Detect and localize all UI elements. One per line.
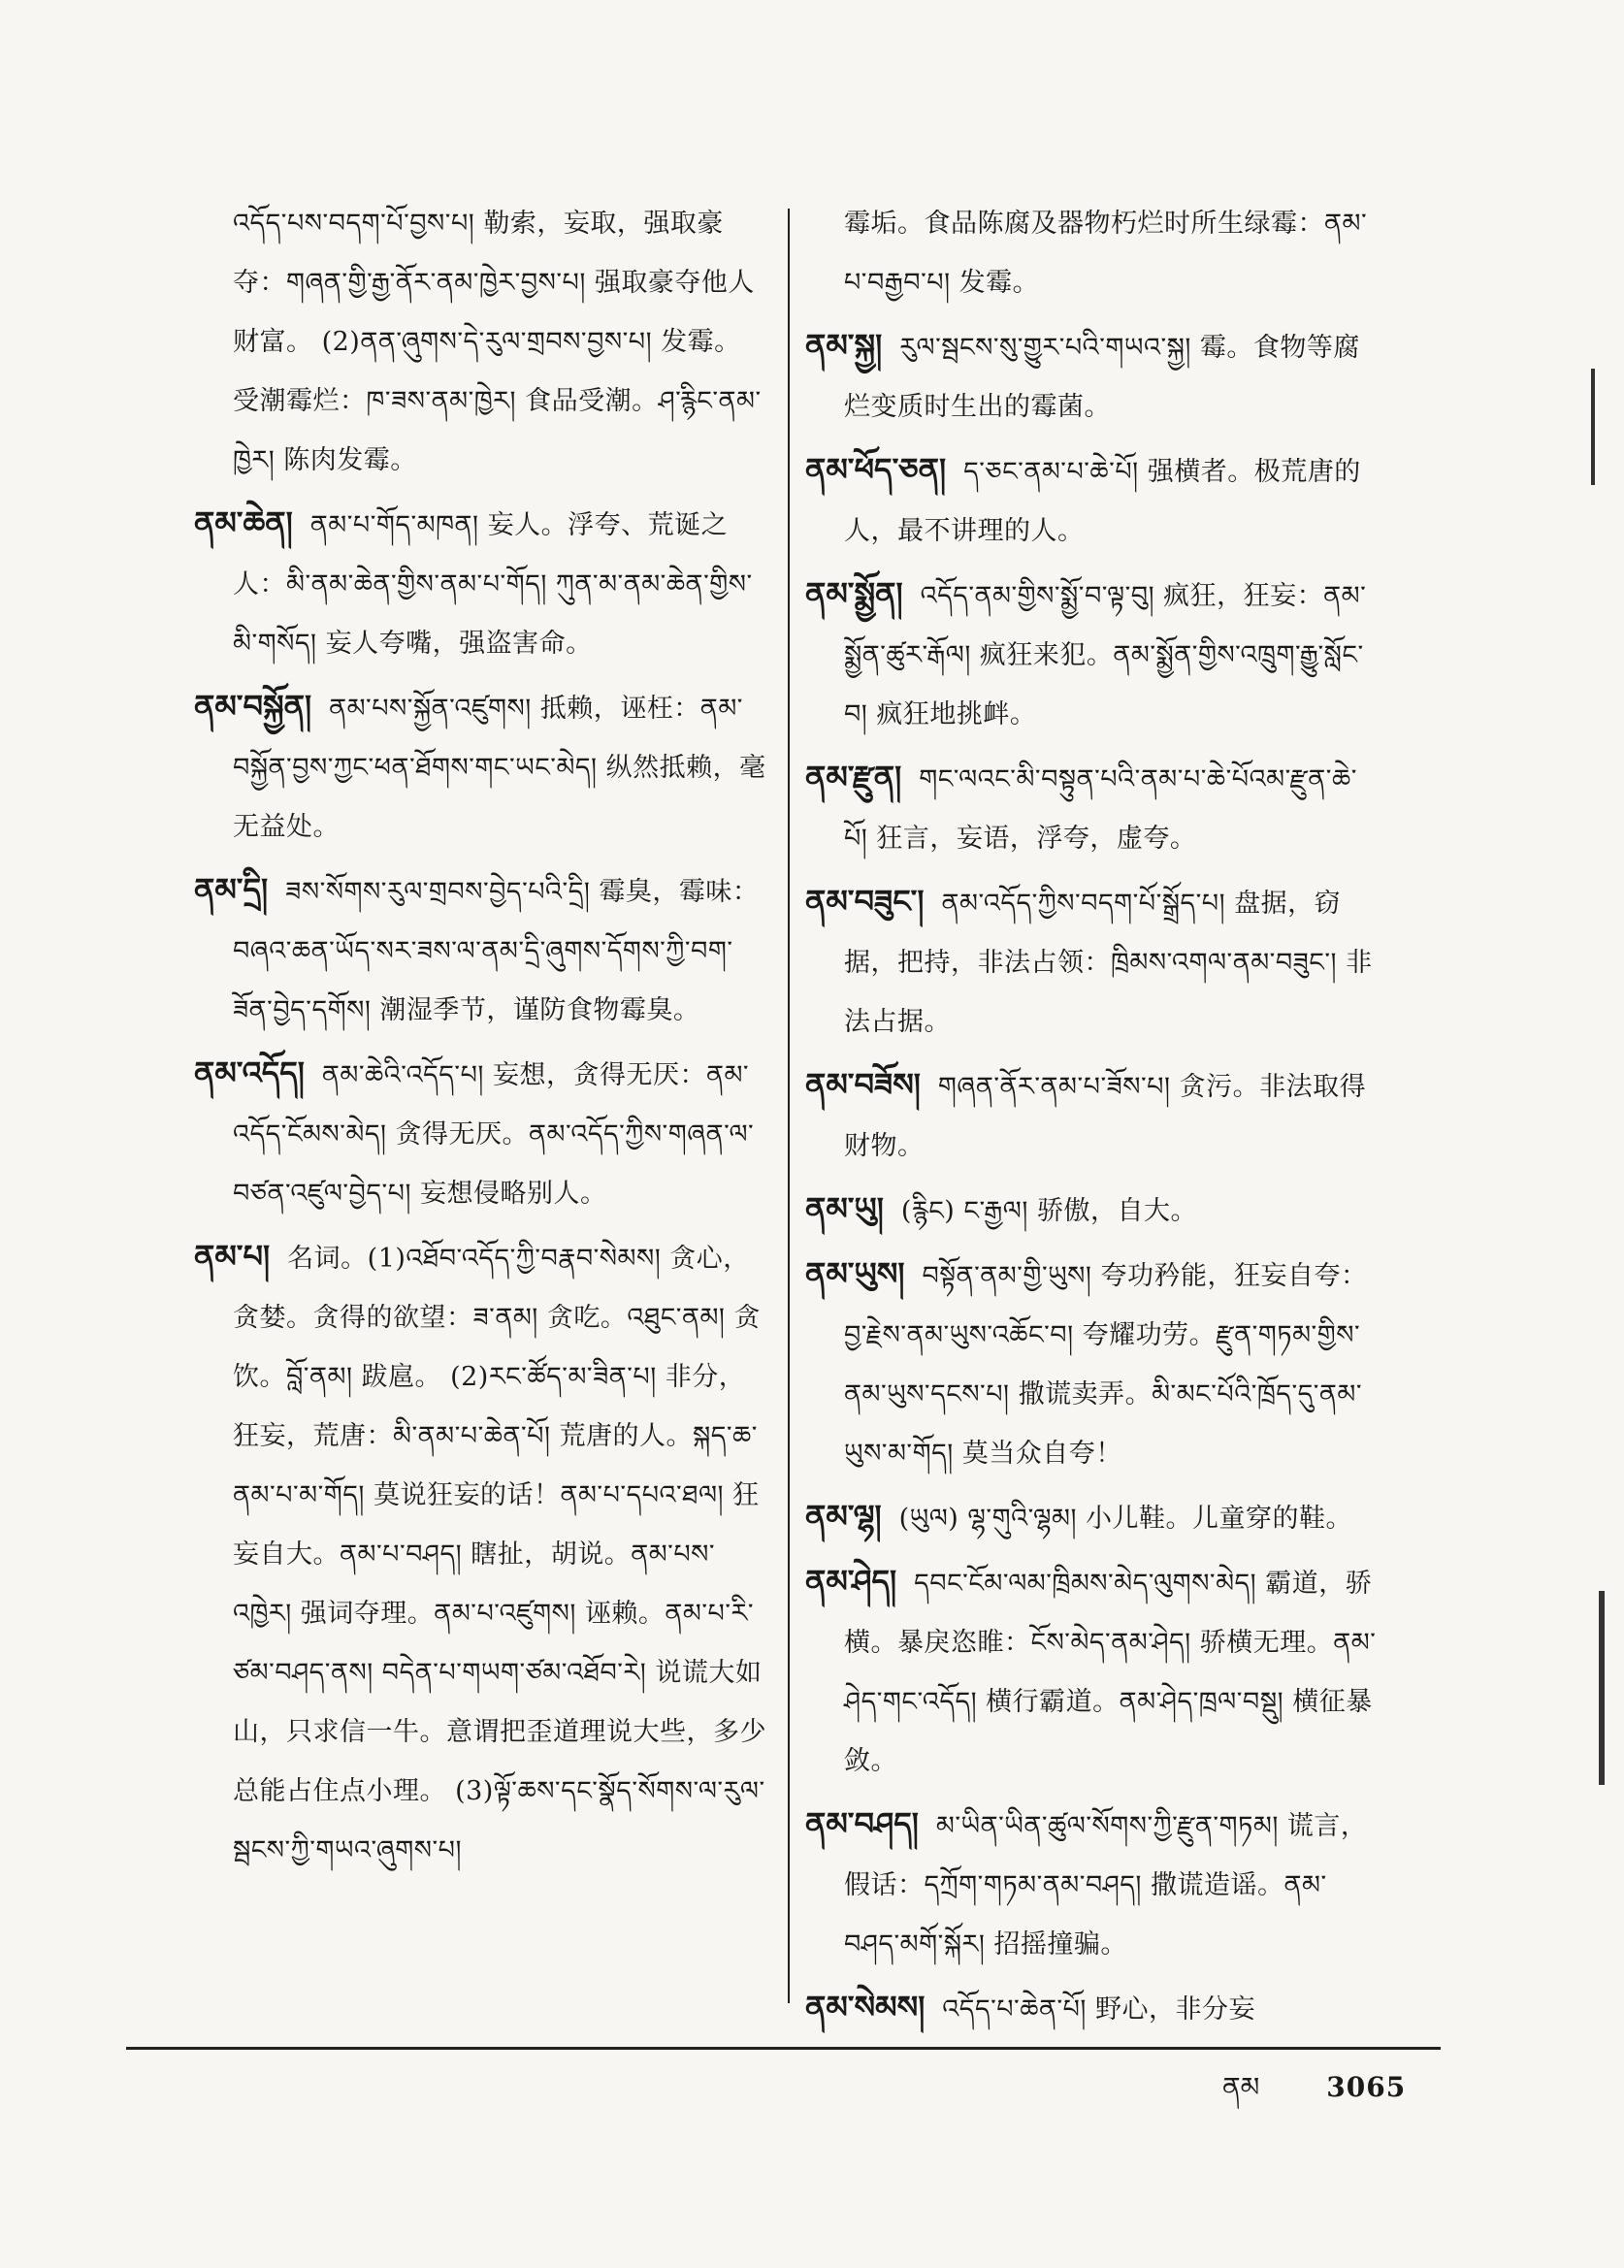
dictionary-entry <box>194 1227 766 1880</box>
entry-definition: ཟས་སོགས་རུལ་གྲབས་བྱེད་པའི་དྲི། 霉臭，霉味：བཞའ་ཆན་ཡོད་སར་ཟས་ལ་ནམ་དྲི་ཞུགས་དོགས་ཀྱི་བག་ཟོན་བྱེད་དགོས། 潮湿季节，谨防食物霉臭。 <box>233 877 760 1025</box>
entry-definition: གཞན་ནོར་ནམ་པ་ཟོས་པ། 贪污。非法取得财物。 <box>844 1072 1367 1161</box>
page-number: 3065 <box>1326 2071 1407 2103</box>
dictionary-entry <box>805 1055 1378 1176</box>
entry-definition: འདོད་ནམ་གྱིས་སྨྱོ་བ་ལྟ་བུ། 疯狂，狂妄：ནམ་སྨྱོན་ཚུར་རྒོལ། 疯狂来犯。ནམ་སྨྱོན་གྱིས་འཁྲུག་རྒྱུ་སློང་བ། 疯狂地挑衅。 <box>844 581 1367 729</box>
entry-headword: ནམ་ལྷ། <box>805 1498 882 1535</box>
entry-definition: བསྟོན་ནམ་གྱི་ཡུས། 夸功矜能，狂妄自夸：བྱ་རྗེས་ནམ་ཡུས་འཆོང་བ། 夸耀功劳。རྫུན་གཏམ་གྱིས་ནམ་ཡུས་དངས་པ། 撒谎卖弄。མི་མང་པོའི་ཁྲོད་དུ་ནམ་ཡུས་མ་གོད། 莫当众自夸！ <box>844 1261 1368 1469</box>
entry-headword: ནམ་སྨྱོན། <box>805 575 903 612</box>
left-column <box>194 194 766 1884</box>
footer-headword: ནམ <box>1222 2071 1260 2103</box>
entry-definition: དབང་ངོམ་ལམ་ཁྲིམས་མེད་ལུགས་མེད། 霸道，骄横。暴戾恣睢：ངོས་མེད་ནམ་ཤེད། 骄横无理。ནམ་ཤེད་གང་འདོད། 横行霸道。ནམ་ཤེད་ཁྲལ་བསྡུ། 横征暴敛。 <box>844 1569 1377 1776</box>
scan-edge-mark <box>1599 1591 1605 1785</box>
entry-headword: ནམ་པ། <box>194 1238 271 1275</box>
entry-headword: ནམ་ཡུས། <box>805 1255 905 1292</box>
dictionary-entry <box>194 1044 766 1223</box>
dictionary-entry <box>805 748 1378 868</box>
entry-headword: ནམ་ཆེན། <box>194 504 293 541</box>
dictionary-entry <box>805 440 1378 561</box>
entry-definition: ནམ་པས་སྐྱོན་འཛུགས། 抵赖，诬枉：ནམ་བསྐྱོན་བྱས་ཀྱང་ཕན་ཐོགས་གང་ཡང་མེད། 纵然抵赖，毫无益处。 <box>233 694 766 842</box>
entry-definition: རུལ་སྦངས་སུ་གྱུར་པའི་གཡའ་སྐྱ། 霉。食物等腐烂变质时生出的霉菌。 <box>844 333 1360 422</box>
entry-headword: ནམ་ཤེད། <box>805 1563 897 1600</box>
dictionary-entry <box>805 1795 1378 1974</box>
page-footer <box>1222 2057 1406 2133</box>
entry-definition: ད་ཅང་ནམ་པ་ཆེ་པོ། 强横者。极荒唐的人，最不讲理的人。 <box>844 457 1361 546</box>
entry-definition: 名词。(1)འཐོབ་འདོད་ཀྱི་བརྣབ་སེམས། 贪心，贪婪。贪得的欲望：ཟ་ནམ། 贪吃。འཐུང་ནམ། 贪饮。བློ་ནམ། 跋扈。 (2)རང་ཚོད་མ་ཟིན་པ། 非分，狂妄，荒唐：མི་ནམ་པ་ཆེན་པོ། 荒唐的人。སྐད་ཆ་ནམ་པ་མ་གོད། 莫说狂妄的话！ནམ་པ་དཔའ་ཐལ། 狂妄自大。ནམ་པ་བཤད། 瞎扯，胡说。ནམ་པས་འཁྱེར། 强词夺理。ནམ་པ་འཛུགས། 诬赖。ནམ་པ་རི་ཙམ་བཤད་ནས། བདེན་པ་གཡག་ཙམ་འཐོབ་རེ། 说谎大如山，只求信一牛。意谓把歪道理说大些，多少总能占住点小理。 (3)ལྟོ་ཆས་དང་སྣོད་སོགས་ལ་རུལ་སྦངས་ཀྱི་གཡའ་ཞུགས་པ། <box>233 1244 766 1865</box>
dictionary-entry <box>805 1245 1378 1483</box>
entry-definition: (ཡུལ) ལྷ་གུའི་ལྷམ། 小儿鞋。儿童穿的鞋。 <box>898 1504 1353 1534</box>
dictionary-entry <box>805 1180 1378 1241</box>
entry-headword: ནམ་རྫུན། <box>805 759 902 795</box>
dictionary-entry <box>194 860 766 1040</box>
entry-definition: འདོད་པ་ཆེན་པོ། 野心，非分妄 <box>942 1994 1256 2025</box>
dictionary-entry <box>194 194 766 490</box>
entry-definition: འདོད་པས་བདག་པོ་བྱས་པ། 勒索，妄取，强取豪夺：གཞན་གྱི་རྒྱ་ནོར་ནམ་ཁྱེར་བྱས་པ། 强取豪夺他人财富。 (2)ནན་ཞུགས་དེ་རུལ་གྲབས་བྱས་པ། 发霉。受潮霉烂：ཁ་ཟས་ནམ་ཁྱེར། 食品受潮。ཤ་རྙིང་ནམ་ཁྱེར། 陈肉发霉。 <box>233 209 762 475</box>
entry-definition: ནམ་འདོད་ཀྱིས་བདག་པོ་སྒྲོད་པ། 盘据，窃据，把持，非法占领：ཁྲིམས་འགལ་ནམ་བཟུང་། 非法占据。 <box>844 889 1373 1037</box>
footer-rule <box>126 2047 1441 2050</box>
dictionary-entry <box>805 1978 1378 2039</box>
entry-headword: ནམ་བཟུང་། <box>805 883 925 920</box>
entry-headword: ནམ་ཡུ། <box>805 1190 884 1227</box>
entry-headword: ནམ་ཕོད་ཅན། <box>805 451 947 488</box>
entry-headword: ནམ་སེམས། <box>805 1989 926 2025</box>
entry-definition: ནམ་ཆེའི་འདོད་པ། 妄想，贪得无厌：ནམ་འདོད་ངོམས་མེད། 贪得无厌。ནམ་འདོད་ཀྱིས་གཞན་ལ་བཙན་འཛུལ་བྱེད་པ། 妄想侵略别人。 <box>233 1060 755 1209</box>
dictionary-entry <box>805 316 1378 437</box>
dictionary-entry <box>805 1552 1378 1791</box>
entry-definition: ནམ་པ་གོད་མཁན། 妄人。浮夸、荒诞之人：མི་ནམ་ཆེན་གྱིས་ནམ་པ་གོད། ཀུན་མ་ནམ་ཆེན་གྱིས་མི་གསོད། 妄人夸嘴，强盗害命。 <box>233 510 753 659</box>
entry-headword: ནམ་བཤད། <box>805 1805 919 1842</box>
entry-headword: ནམ་བསྐྱོན། <box>194 688 312 725</box>
dictionary-entry <box>194 677 766 857</box>
entry-definition: 霉垢。食品陈腐及器物朽烂时所生绿霉：ནམ་པ་བརྒྱབ་པ། 发霉。 <box>844 209 1368 298</box>
entry-definition: གང་ལའང་མི་བསྟུན་པའི་ནམ་པ་ཆེ་པོའམ་རྫུན་ཆེ་པོ། 狂言，妄语，浮夸，虚夸。 <box>844 764 1357 854</box>
dictionary-entry <box>194 494 766 673</box>
entry-headword: ནམ་དྲི། <box>194 871 269 908</box>
entry-headword: ནམ་འདོད། <box>194 1054 305 1091</box>
dictionary-entry <box>805 1487 1378 1548</box>
right-column <box>805 194 1378 2043</box>
entry-headword: ནམ་བཟོས། <box>805 1066 921 1103</box>
dictionary-entry <box>805 565 1378 744</box>
entry-headword: ནམ་སྐྱ། <box>805 327 883 364</box>
dictionary-entry <box>805 872 1378 1052</box>
entry-definition: མ་ཡིན་ཡིན་ཚུལ་སོགས་ཀྱི་རྫུན་གཏམ། 谎言，假话：དཀྲོག་གཏམ་ནམ་བཤད། 撒谎造谣。ནམ་བཤད་མགོ་སྐོར། 招摇撞骗。 <box>844 1811 1368 1960</box>
entry-definition: (རྙིང) ང་རྒྱལ། 骄傲，自大。 <box>900 1196 1197 1226</box>
scan-edge-mark <box>1591 369 1595 485</box>
column-divider <box>788 209 790 2003</box>
dictionary-entry <box>805 194 1378 312</box>
